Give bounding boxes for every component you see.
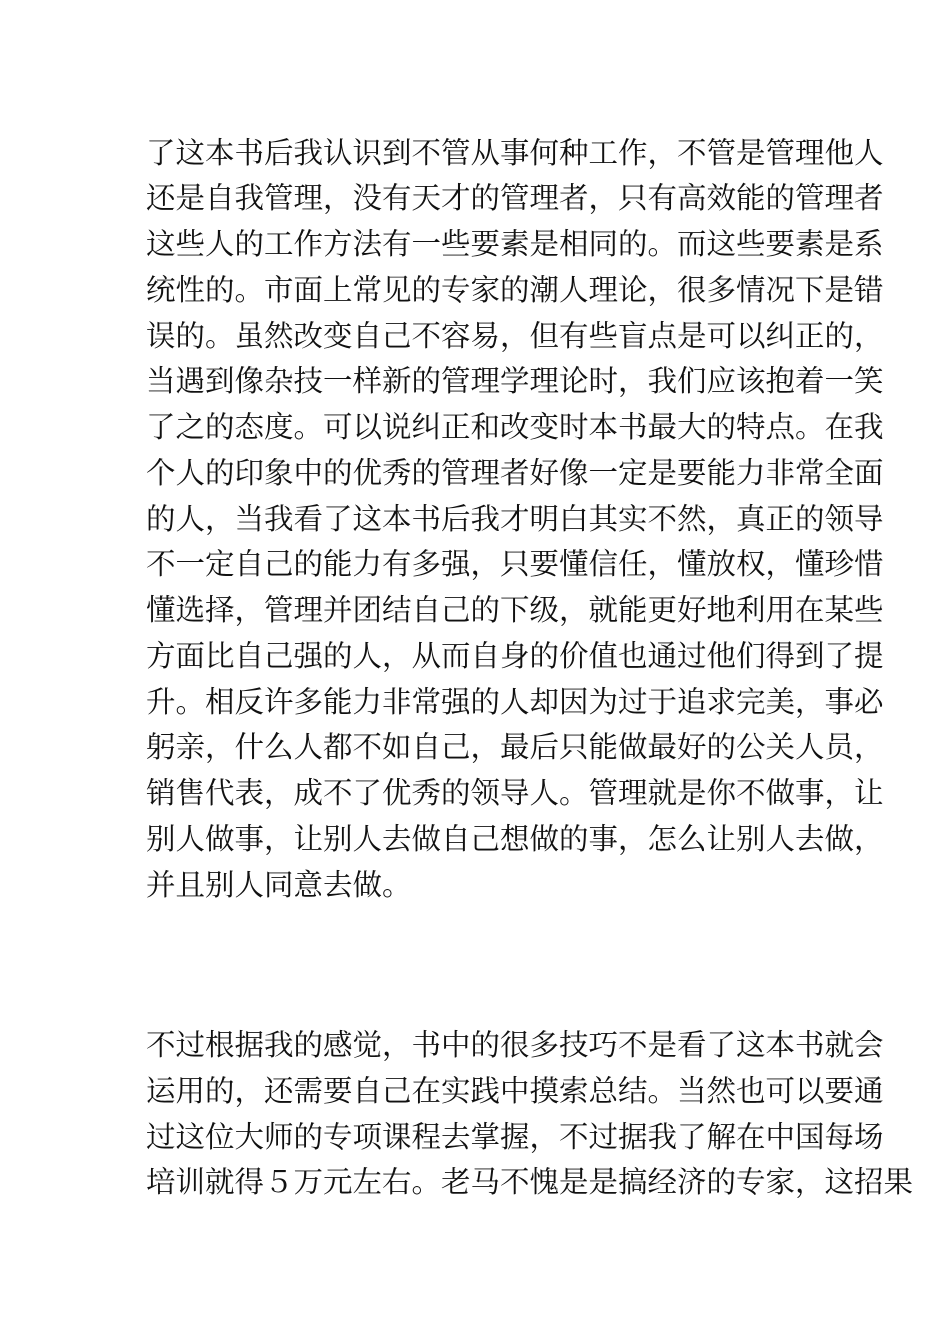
text-line: 运用的，还需要自己在实践中摸索总结。当然也可以要通 — [146, 1074, 884, 1108]
text-line: 了这本书后我认识到不管从事何种工作，不管是管理他人 — [146, 136, 884, 170]
text-line: 不过根据我的感觉，书中的很多技巧不是看了这本书就会 — [146, 1028, 884, 1062]
text-line: 懂选择，管理并团结自己的下级，就能更好地利用在某些 — [146, 593, 884, 627]
text-line: 个人的印象中的优秀的管理者好像一定是要能力非常全面 — [146, 456, 884, 490]
text-line: 躬亲，什么人都不如自己，最后只能做最好的公关人员， — [146, 730, 884, 764]
text-line: 培训就得５万元左右。老马不愧是是搞经济的专家，这招果 — [146, 1165, 914, 1199]
text-line: 还是自我管理，没有天才的管理者，只有高效能的管理者 — [146, 181, 884, 215]
text-line: 的人，当我看了这本书后我才明白其实不然，真正的领导 — [146, 502, 884, 536]
text-line: 别人做事，让别人去做自己想做的事，怎么让别人去做， — [146, 822, 884, 856]
text-line: 这些人的工作方法有一些要素是相同的。而这些要素是系 — [146, 227, 884, 261]
text-line: 并且别人同意去做。 — [146, 868, 412, 902]
text-line: 不一定自己的能力有多强，只要懂信任，懂放权，懂珍惜 — [146, 547, 884, 581]
text-line: 销售代表，成不了优秀的领导人。管理就是你不做事，让 — [146, 776, 884, 810]
text-line: 方面比自己强的人，从而自身的价值也通过他们得到了提 — [146, 639, 884, 673]
text-line: 过这位大师的专项课程去掌握，不过据我了解在中国每场 — [146, 1120, 884, 1154]
text-line: 误的。虽然改变自己不容易，但有些盲点是可以纠正的， — [146, 319, 884, 353]
text-line: 了之的态度。可以说纠正和改变时本书最大的特点。在我 — [146, 410, 884, 444]
text-line: 统性的。市面上常见的专家的潮人理论，很多情况下是错 — [146, 273, 884, 307]
text-line: 升。相反许多能力非常强的人却因为过于追求完美，事必 — [146, 685, 884, 719]
text-line: 当遇到像杂技一样新的管理学理论时，我们应该抱着一笑 — [146, 364, 884, 398]
